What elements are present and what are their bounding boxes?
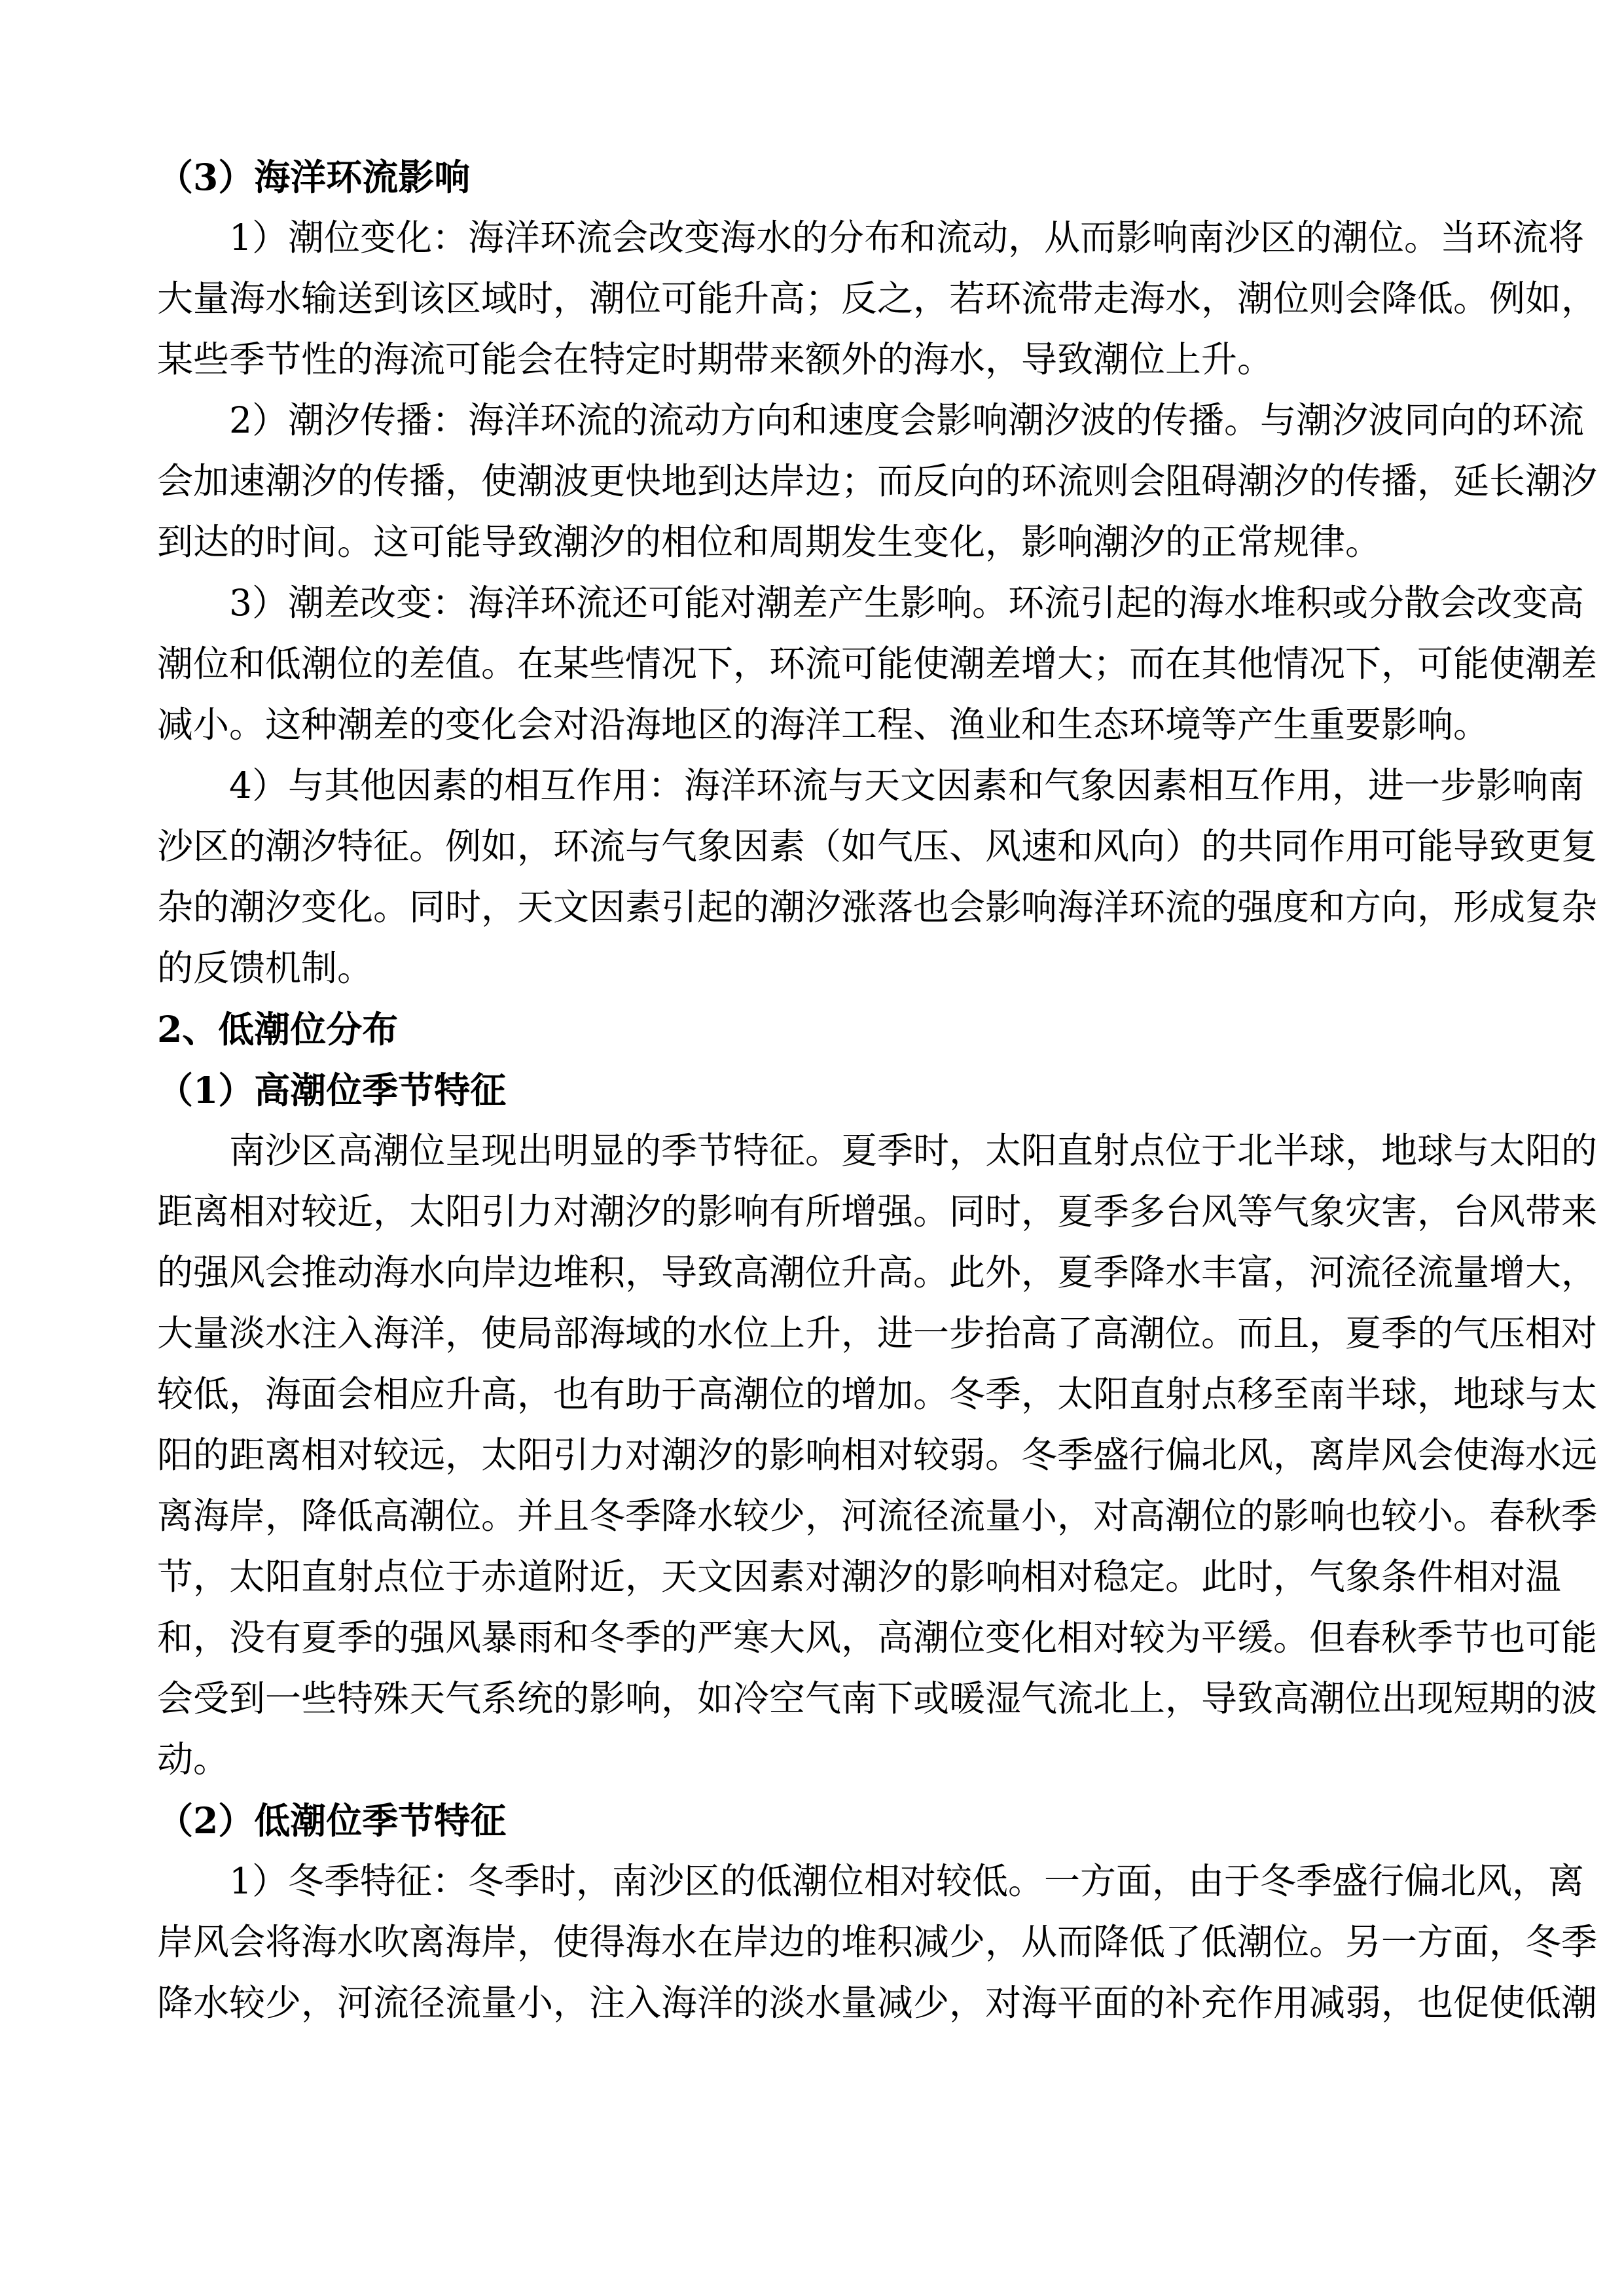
text-line: 1）潮位变化：海洋环流会改变海水的分布和流动，从而影响南沙区的潮位。当环流将 — [229, 217, 1584, 259]
text-line: 的反馈机制。 — [157, 947, 374, 989]
text-line: 南沙区高潮位呈现出明显的季节特征。夏季时，太阳直射点位于北半球，地球与太阳的 — [229, 1130, 1598, 1172]
text-line: 减小。这种潮差的变化会对沿海地区的海洋工程、渔业和生态环境等产生重要影响。 — [157, 704, 1490, 745]
para-high-tide-seasonal — [157, 1121, 1598, 1790]
para-tide-propagation — [157, 390, 1598, 573]
heading-text: 2、低潮位分布 — [157, 1008, 399, 1050]
heading-low-tide-seasonal — [157, 1790, 1465, 1851]
text-line: 大量淡水注入海洋，使局部海域的水位上升，进一步抬高了高潮位。而且，夏季的气压相对 — [157, 1312, 1598, 1354]
text-line: 1）冬季特征：冬季时，南沙区的低潮位相对较低。一方面，由于冬季盛行偏北风，离 — [229, 1860, 1584, 1902]
text-line: 距离相对较近，太阳引力对潮汐的影响有所增强。同时，夏季多台风等气象灾害，台风带来 — [157, 1191, 1598, 1232]
para-interaction — [157, 755, 1598, 999]
text-line: 某些季节性的海流可能会在特定时期带来额外的海水，导致潮位上升。 — [157, 338, 1274, 380]
text-line: 的强风会推动海水向岸边堆积，导致高潮位升高。此外，夏季降水丰富，河流径流量增大， — [157, 1251, 1598, 1293]
text-line: 3）潮差改变：海洋环流还可能对潮差产生影响。环流引起的海水堆积或分散会改变高 — [229, 582, 1584, 624]
para-winter-features — [157, 1851, 1598, 2034]
text-line: 会受到一些特殊天气系统的影响，如冷空气南下或暖湿气流北上，导致高潮位出现短期的波 — [157, 1677, 1598, 1719]
text-line: 潮位和低潮位的差值。在某些情况下，环流可能使潮差增大；而在其他情况下，可能使潮差 — [157, 643, 1598, 685]
text-line: 节，太阳直射点位于赤道附近，天文因素对潮汐的影响相对稳定。此时，气象条件相对温 — [157, 1556, 1562, 1598]
text-line: 会加速潮汐的传播，使潮波更快地到达岸边；而反向的环流则会阻碍潮汐的传播，延长潮汐 — [157, 460, 1598, 502]
heading-ocean-circulation — [157, 147, 1465, 207]
text-line: 杂的潮汐变化。同时，天文因素引起的潮汐涨落也会影响海洋环流的强度和方向，形成复杂 — [157, 886, 1598, 928]
text-line: 沙区的潮汐特征。例如，环流与气象因素（如气压、风速和风向）的共同作用可能导致更复 — [157, 825, 1598, 867]
para-tide-level-change — [157, 207, 1598, 390]
text-line: 离海岸，降低高潮位。并且冬季降水较少，河流径流量小，对高潮位的影响也较小。春秋季 — [157, 1495, 1598, 1537]
text-line: 较低，海面会相应升高，也有助于高潮位的增加。冬季，太阳直射点移至南半球，地球与太 — [157, 1373, 1598, 1415]
document-body — [157, 147, 1598, 2034]
heading-text: （2）低潮位季节特征 — [157, 1799, 507, 1842]
text-line: 动。 — [157, 1738, 230, 1780]
text-line: 阳的距离相对较远，太阳引力对潮汐的影响相对较弱。冬季盛行偏北风，离岸风会使海水远 — [157, 1434, 1598, 1476]
heading-high-tide-seasonal — [157, 1060, 1465, 1121]
text-line: 降水较少，河流径流量小，注入海洋的淡水量减少，对海平面的补充作用减弱，也促使低潮 — [157, 1982, 1598, 2024]
text-line: 大量海水输送到该区域时，潮位可能升高；反之，若环流带走海水，潮位则会降低。例如， — [157, 278, 1598, 319]
text-line: 和，没有夏季的强风暴雨和冬季的严寒大风，高潮位变化相对较为平缓。但春秋季节也可能 — [157, 1617, 1598, 1659]
text-line: 2）潮汐传播：海洋环流的流动方向和速度会影响潮汐波的传播。与潮汐波同向的环流 — [229, 399, 1584, 441]
heading-text: （3）海洋环流影响 — [157, 156, 471, 198]
para-tidal-range-change — [157, 573, 1598, 755]
text-line: 到达的时间。这可能导致潮汐的相位和周期发生变化，影响潮汐的正常规律。 — [157, 521, 1382, 563]
text-line: 岸风会将海水吹离海岸，使得海水在岸边的堆积减少，从而降低了低潮位。另一方面，冬季 — [157, 1921, 1598, 1963]
heading-text: （1）高潮位季节特征 — [157, 1069, 507, 1111]
heading-low-tide-distribution — [157, 999, 1465, 1060]
text-line: 4）与其他因素的相互作用：海洋环流与天文因素和气象因素相互作用，进一步影响南 — [229, 764, 1584, 806]
